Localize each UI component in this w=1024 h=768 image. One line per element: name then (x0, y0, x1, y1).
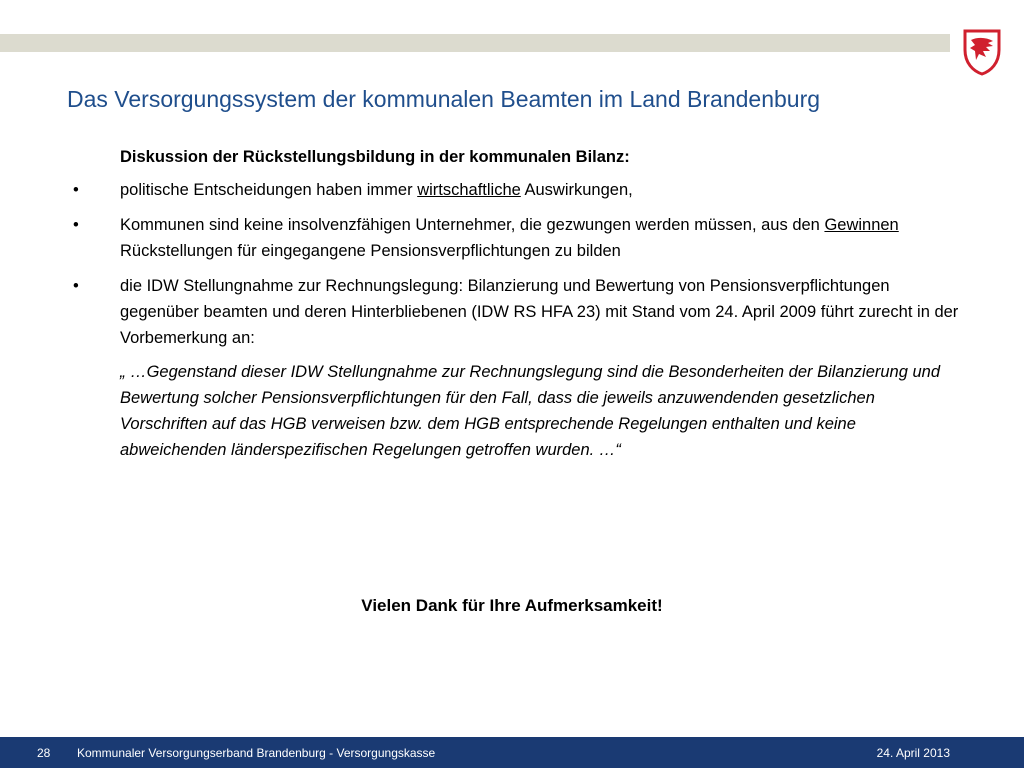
bullet-text: Rückstellungen für eingegangene Pensionsverpflichtungen zu bilden (120, 242, 621, 260)
bullet-text: Auswirkungen, (520, 181, 633, 199)
eagle-shield-icon (962, 28, 1002, 76)
underlined-term: wirtschaftliche (417, 181, 521, 199)
underlined-term: Gewinnen (824, 216, 899, 234)
footer-organization: Kommunaler Versorgungserband Brandenburg - Versorgungskasse (77, 746, 436, 760)
page-number: 28 (37, 746, 51, 760)
footer-bar (0, 737, 1024, 768)
slide-title: Das Versorgungssystem der kommunalen Beamten im Land Brandenburg (67, 86, 821, 112)
footer-date: 24. April 2013 (876, 746, 950, 760)
bullet-text: Kommunen sind keine insolvenzfähigen Unternehmer, die gezwungen werden müssen, aus den (120, 216, 825, 234)
top-decorative-band (0, 34, 950, 52)
closing-thanks: Vielen Dank für Ihre Aufmerksamkeit! (361, 596, 663, 615)
slide-body (73, 144, 963, 463)
bullet-marker: • (73, 181, 79, 199)
bullet-item (73, 273, 963, 351)
bullet-text: die IDW Stellungnahme zur Rechnungslegung: Bilanzierung und Bewertung von Pensionsverpflichtungen gegenüber beamten und deren Hinterbliebenen (IDW RS HFA 23) mit Stand vom 24. April 2009 führt zurecht in der Vorbemerkung an: (120, 277, 959, 347)
quote-block: „ …Gegenstand dieser IDW Stellungnahme zur Rechnungslegung sind die Besonderheiten der Bilanzierung und Bewertung solcher Pensionsverpflichtungen für den Fall, dass die jeweils anzuwendenden gesetzlichen Vorschriften auf das HGB verweisen bzw. dem HGB entsprechende Regelungen enthalten und keine abweichenden länderspezifischen Regelungen getroffen wurden. …“ (120, 363, 941, 459)
bullet-item (73, 177, 963, 203)
bullet-text: politische Entscheidungen haben immer (120, 181, 418, 199)
bullet-item (73, 212, 963, 264)
section-heading: Diskussion der Rückstellungsbildung in der kommunalen Bilanz: (120, 148, 630, 166)
bullet-marker: • (73, 216, 79, 234)
bullet-marker: • (73, 277, 79, 295)
